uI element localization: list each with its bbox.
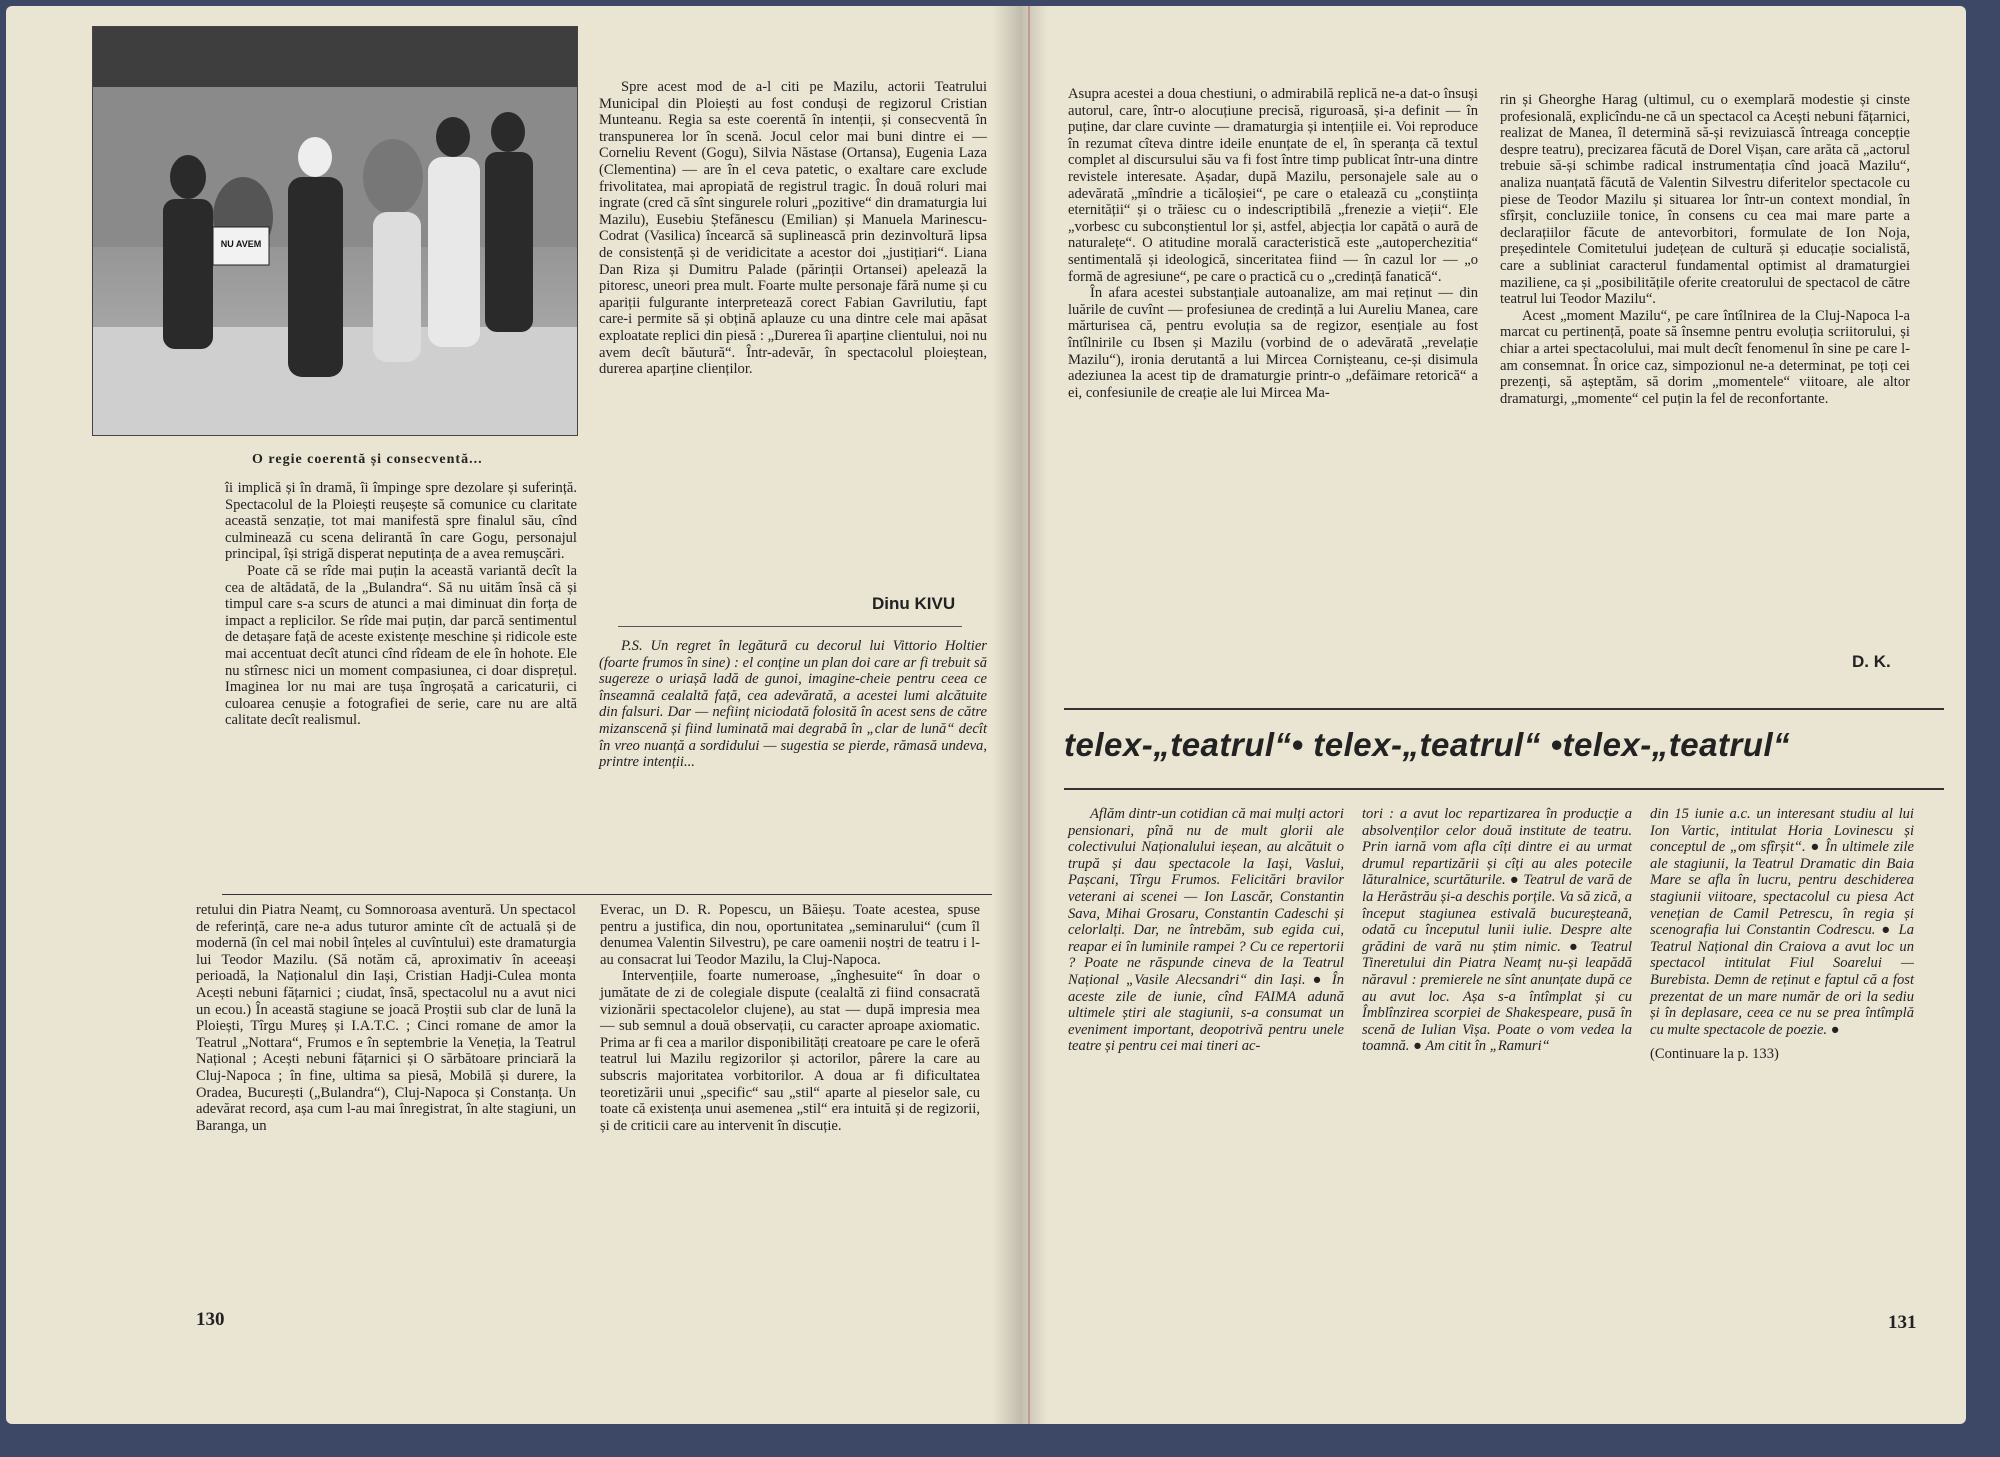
ps-divider — [618, 626, 962, 627]
page-number: 131 — [1888, 1312, 1917, 1333]
paragraph: rin și Gheorghe Harag (ultimul, cu o exemplară modestie și cinste profesională, explicîndu-ne că un spectacol ca Acești nebuni fățarnici, realizat de Manea, îl determină să-și revizuiască întreaga concepție despre teatru), precizarea făcută de Dorel Vișan, care arăta că „actorul trebuie să-și schimbe radical instrumentația cînd joacă Mazilu“, analiza nuanțată făcută de Valentin Silvestru diferitelor spectacole cu piese de Teodor Mazilu și situarea lor într-un context mondial, în sfîrșit, concluziile tonice, în consens cu cea mai mare parte a declarațiilor făcute de antevorbitori, formulate de Ion Noja, președintele Comitetului județean de cultură și educație socialistă, care a subliniat caracterul fundamental optimist al dramaturgiei maziliene, ca și „posibilitățile oferite creatorului de spectacol de către teatrul lui Teodor Mazilu“. — [1500, 92, 1910, 308]
left-col2-top — [599, 79, 987, 378]
author-signature: D. K. — [1852, 652, 1891, 671]
paragraph: Spre acest mod de a-l citi pe Mazilu, actorii Teatrului Municipal din Ploiești au fost conduși de regizorul Cristian Munteanu. Regia sa este coerentă în intenții, și consecventă în transpunerea lor în scenă. Jocul celor mai buni dintre ei — Corneliu Revent (Gogu), Silvia Năstase (Ortansa), Eugenia Laza (Clementina) — are în el ceva patetic, o exaltare care exclude frivolitatea, mai apropiată de registrul tragic. În două roluri mai ingrate (cred că sînt singurele roluri „pozitive“ din dramaturgia lui Mazilu), Eusebiu Ștefănescu (Emilian) și Manuela Marinescu-Codrat (Vasilica) încearcă să suplinească prin dezinvoltură lipsa de consistență și de veridicitate a acestor doi „justițiari“. Liana Dan Riza și Dumitru Palade (părinții Ortansei) apelează la pitoresc, uneori prea mult. Foarte multe personaje fără nume și cu apariții fulgurante interpretează corect Fabian Gavrilutiu, fapt care-i permite să și obțină aplauze cu una dintre cele mai apăsat exploatate replici din piesă : „Durerea îi aparține clientului, noi nu avem decît băutură“. Într-adevăr, în spectacolul ploieștean, durerea aparține clienților. — [599, 79, 987, 378]
binding-stripe — [1028, 6, 1030, 1424]
paragraph: Intervențiile, foarte numeroase, „înghesuite“ în doar o jumătate de zi de colegiale dispute (cealaltă zi fiind consacrată vizionării spectacolelor clujene), au stat — după impresia mea — sub semnul a două observații, cu caracter aproape axiomatic. Prima ar fi cea a marilor disponibilități creatoare pe care le oferă teatrul lui Mazilu regizorilor și actorilor, pârere la care au subscris majoritatea vorbitorilor. A doua ar fi dificultatea teoretizării unui „specific“ sau „stil“ aparte al pieselor sale, cu toate că existența unui asemenea „stil“ era intuită și de regizorii, și de criticii care au intervenit în discuție. — [600, 968, 980, 1134]
continuation-note: (Continuare la p. 133) — [1650, 1046, 1779, 1063]
paragraph: din 15 iunie a.c. un interesant studiu al lui Ion Vartic, intitulat Horia Lovinescu și conceptul de „om sfîrșit“. ● În ultimele zile ale stagiunii, la Teatrul Dramatic din Baia Mare se afla în lucru, pentru deschiderea stagiunii viitoare, spectacolul cu piesa Act venețian de Camil Petrescu, în regia și scenografia lui Constantin Codrescu. ● La Teatrul Național din Craiova a avut loc un spectacol intitulat Fiul Soarelui — Burebista. Demn de reținut e faptul că a fost prezentat de un mare număr de ori la sediu și în deplasare, ceea ce nu se prea întîmplă cu multe spectacole de poezie. ● — [1650, 806, 1914, 1038]
theatre-photo — [92, 26, 578, 436]
paragraph: tori : a avut loc repartizarea în producție a absolvenților celor două institute de teatru. Prin iarnă vom afla cîți dintre ei au urmat drumul repartizării și cîți au ales potecile lăturalnice, scurtăturile. ● Teatrul de vară de la Herăstrău și-a deschis porțile. Va să zică, a început stagiunea estivală bucureșteană, odată cu începutul lunii iulie. Despre alte grădini de vară nu știm nimic. ● Teatrul Tineretului din Piatra Neamț nu-și leapădă năravul : premierele ne sînt anunțate după ce au avut loc. Așa s-a întîmplat și cu Îmblînzirea scorpiei de Shakespeare, pusă în scenă de Iulian Vișa. Poate o vom vedea la toamnă. ● Am citit în „Ramuri“ — [1362, 806, 1632, 1055]
stage-photo-graphic — [93, 27, 577, 435]
photo-caption: O regie coerentă și consecventă... — [252, 452, 483, 467]
left-bottom-col1 — [196, 902, 576, 1134]
author-signature: Dinu KIVU — [872, 594, 956, 613]
telex-col3 — [1650, 806, 1914, 1063]
section-divider — [222, 894, 992, 895]
right-page — [1022, 6, 1966, 1424]
left-page — [6, 6, 1022, 1424]
gutter-shadow — [1022, 6, 1048, 1424]
left-col1-after-photo — [225, 480, 577, 729]
paragraph: Aflăm dintr-un cotidian că mai mulți actori pensionari, pînă nu de mult glorii ale colectivului Naționalului ieșean, au alcătuit o trupă și dau spectacole la Iași, Vaslui, Pașcani, Tîrgu Frumos. Felicitări bravilor veterani ai scenei — Ion Lascăr, Constantin Sava, Mihai Grosaru, Constantin Cadeschi și celorlalți. Dar, ne întrebăm, sub egida cui, reapar ei în luminile rampei ? Cu ce repertorii ? Poate ne răspunde cineva de la Teatrul Național „Vasile Alecsandri“ din Iași. ● În aceste zile de iunie, cînd FAIMA adună ultimele știri ale stagiunii, s-a consumat un eveniment important, deopotrivă pentru unele teatre și pentru cei mai tineri ac- — [1068, 806, 1344, 1055]
paragraph: retului din Piatra Neamț, cu Somnoroasa aventură. Un spectacol de referință, care ne-a adus tuturor aminte cît de actuală și de modernă (în cel mai nobil înțeles al cuvîntului) este dramaturgia lui Teodor Mazilu. (Să notăm că, aproximativ în aceeași perioadă, la Naționalul din Iași, Cristian Hadji-Culea monta Acești nebuni fățarnici ; ciudat, însă, spectacolul nu a avut nici un ecou.) În această stagiune se joacă Proștii sub clar de lună la Ploiești, Tîrgu Mureș și I.A.T.C. ; Cinci romane de amor la Teatrul „Nottara“, Frumos e în septembrie la Veneția, la Teatrul Național ; Acești nebuni fățarnici și O sărbătoare princiară la Cluj-Napoca ; în fine, ultima sa piesă, Mobilă și durere, la Oradea, București („Bulandra“), Cluj-Napoca și Constanța. Un adevărat record, așa cum l-au mai înregistrat, în alte stagiuni, un Baranga, un — [196, 902, 576, 1134]
paragraph: P.S. Un regret în legătură cu decorul lui Vittorio Holtier (foarte frumos în sine) : el conține un plan doi care ar fi trebuit să sugereze o uriașă ladă de gunoi, imagine-cheie pentru ceea ce înseamnă cealaltă față, cea adevărată, a acestei lumi alcătuite din falsuri. Dar — neființ niciodată folosită în acest sens de către mizanscenă și fiind luminată mai degrabă în „clar de lună“ decît în vreo nuanță a sordidului — sugestia se pierde, rămasă undeva, printre intenții... — [599, 638, 987, 771]
telex-col2 — [1362, 806, 1632, 1055]
paragraph: Asupra acestei a doua chestiuni, o admirabilă replică ne-a dat-o însuși autorul, care, într-o alocuțiune precisă, riguroasă, și-a definit — în puține, dar clare cuvinte — dramaturgia și intențiile ei. Voi reproduce în rezumat cîteva dintre ideile enunțate de el, în speranța că textul complet al discursului său va fi fost între timp publicat într-una dintre revistele interesate. Așadar, după Mazilu, personajele sale au o adevărată „mîndrie a ticăloșiei“, pe care o etalează cu „conștiința eternității“ și o trăiesc cu o indescriptibilă „frenezie a vieții“. Ele „vorbesc cu subconștientul lor și, astfel, abjecția lor capătă o aură de naturalețe“. O atitudine morală caracteristică este „autoperchezitia“ sentimentală și ideologică, sinceritatea fiind — în cazul lor — „o formă de agresiune“, pe care o practică cu o „credință fanatică“. — [1068, 86, 1478, 285]
paragraph: îi implică și în dramă, îi împinge spre dezolare și suferință. Spectacolul de la Ploiești reușește să comunice cu claritate această senzație, tot mai manifestă spre finalul său, cînd culminează cu scena delirantă în care Gogu, personajul principal, își strigă disperat neputința de a avea remușcări. — [225, 480, 577, 563]
page-number: 130 — [196, 1309, 225, 1330]
ps-note — [599, 638, 987, 771]
gutter-shadow — [992, 6, 1022, 1424]
paragraph: Acest „moment Mazilu“, pe care întîlnirea de la Cluj-Napoca l-a marcat cu pertinență, poate să însemne pentru evoluția scriitorului, și chiar a artei spectacolului, mai mult decît fenomenul în sine pe care l-am consemnat. În orice caz, simpozionul ne-a determinat, pe toți cei prezenți, să așteptăm, să dorim „momentele“ viitoare, ale altor dramaturgi, „momente“ cel puțin la fel de reconfortante. — [1500, 307, 1910, 407]
paragraph: Poate că se rîde mai puțin la această variantă decît la cea de altădată, de la „Bulandra“. Să nu uităm însă că și timpul care s-a scurs de atunci a mai diminuat din forța de impact a replicilor. Se rîde mai puțin, dar parcă sentimentul de detașare față de aceste existențe meschine și ridicole este mai accentuat decît atunci cînd rîdeam de ele în hohote. Ele nu stîrnesc nici un moment compasiunea, ci doar disprețul. Imaginea lor nu mai are tușa îngroșată a caricaturii, ci culoarea cenușie a fotografiei de serie, care nu are altă calitate decît realismul. — [225, 562, 577, 729]
right-col1 — [1068, 86, 1478, 401]
telex-bottom-rule — [1064, 788, 1944, 790]
telex-header: telex-„teatrul“• telex-„teatrul“ •telex-„teatrul“ — [1064, 726, 1791, 763]
paragraph: Everac, un D. R. Popescu, un Băieșu. Toate acestea, spuse pentru a justifica, din nou, oportunitatea „seminarului“ (cum îl denumea Valentin Silvestru), pe care oamenii noștri de teatru i l-au consacrat lui Teodor Mazilu, la Cluj-Napoca. — [600, 902, 980, 968]
telex-top-rule — [1064, 708, 1944, 710]
telex-col1 — [1068, 806, 1344, 1055]
paragraph: În afara acestei substanțiale autoanalize, am mai reținut — din luările de cuvînt — profesiunea de credință a lui Aureliu Manea, care mărturisea că, pentru evoluția sa de regizor, esențiale au fost întîlnirile cu Ibsen și Mazilu (vorbind de o adevărată „revelație Mazilu“), ironia derutantă a lui Mircea Cornișteanu, ce-și disimula adeziunea la acest tip de dramaturgie printr-o „defăimare retorică“ a ei, confesiunile de creație ale lui Mircea Ma- — [1068, 285, 1478, 401]
right-col2 — [1500, 92, 1910, 407]
photo-sign-text: NU AVEM — [220, 239, 262, 249]
left-bottom-col2 — [600, 902, 980, 1134]
